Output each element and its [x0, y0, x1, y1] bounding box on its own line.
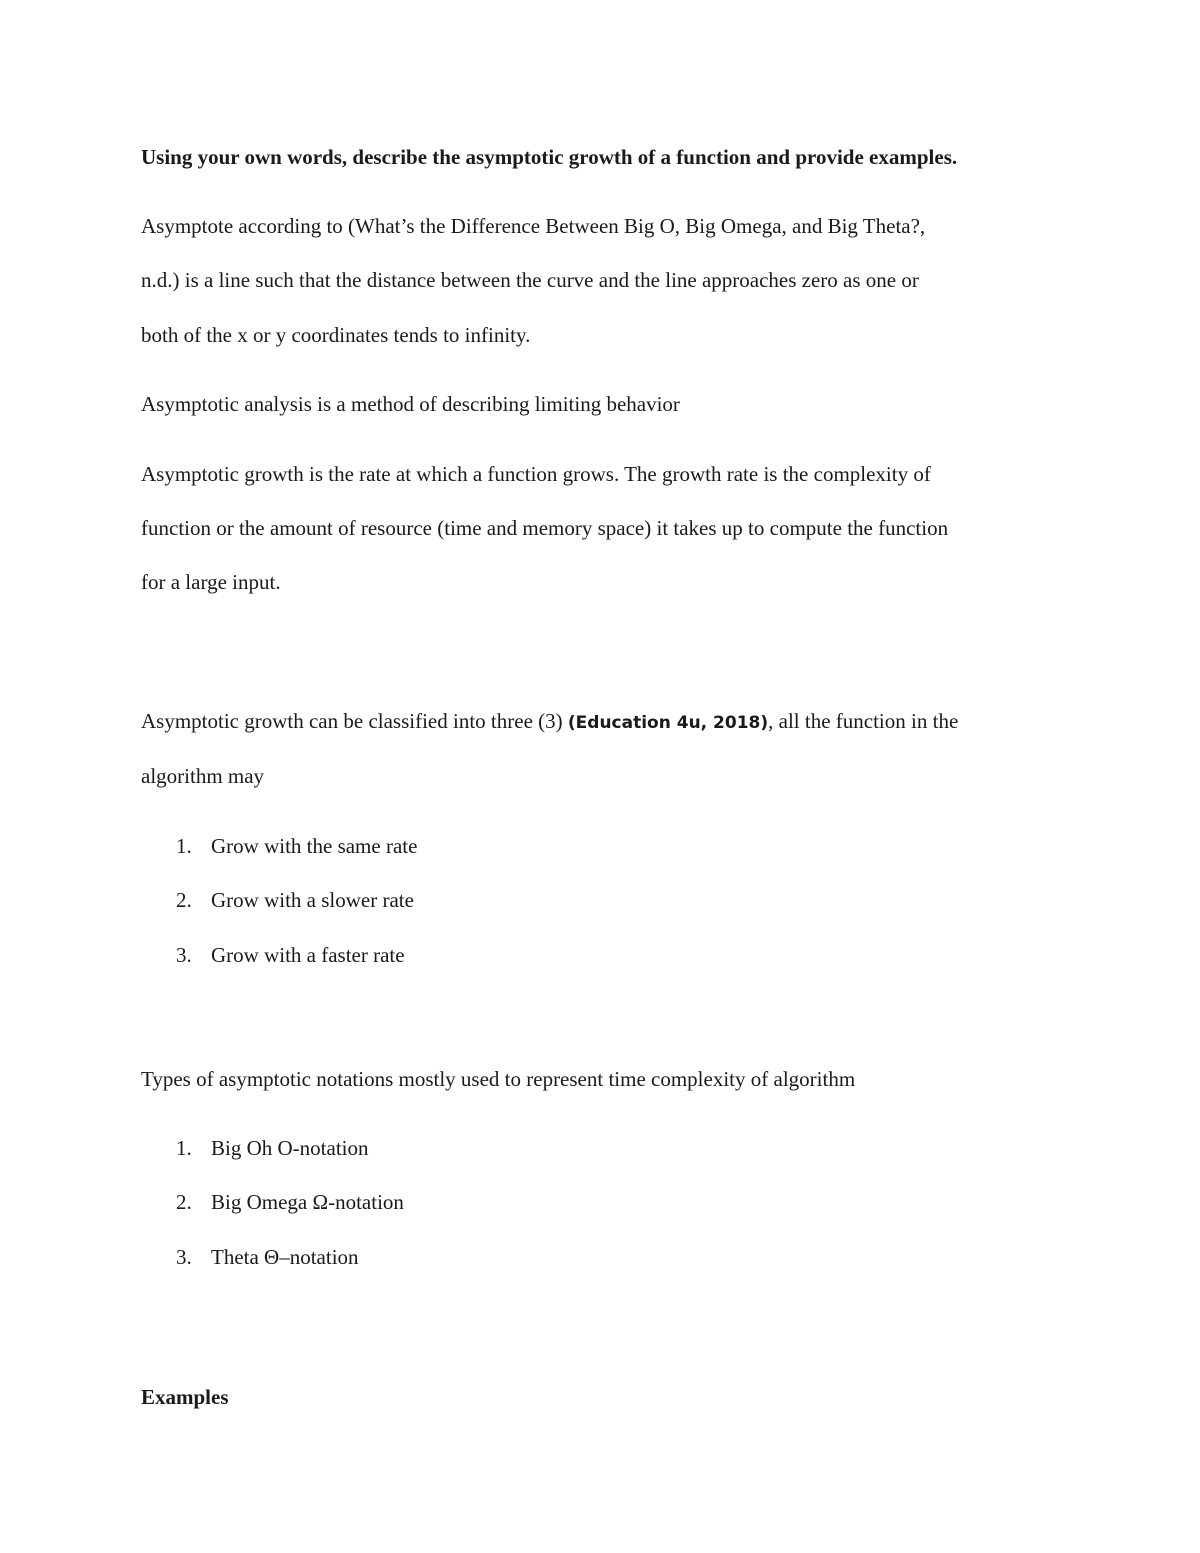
list-item-number: 3.: [176, 943, 192, 967]
list-item-number: 3.: [176, 1245, 192, 1269]
list-item-number: 1.: [176, 1136, 192, 1160]
list-item: Big Omega Ω-notation: [211, 1190, 404, 1214]
paragraph-text: Asymptotic growth can be classified into three (3): [141, 709, 568, 733]
list-item-number: 1.: [176, 834, 192, 858]
paragraph-line: function or the amount of resource (time and memory space) it takes up to compute the function: [141, 516, 949, 540]
list-item: Big Oh O-notation: [211, 1136, 369, 1160]
paragraph-line: Asymptotic analysis is a method of describing limiting behavior: [141, 392, 680, 416]
list-item: Grow with a slower rate: [211, 888, 414, 912]
paragraph-line: algorithm may: [141, 764, 265, 788]
paragraph-line: for a large input.: [141, 570, 281, 594]
examples-heading: Examples: [141, 1385, 229, 1409]
list-item: Grow with a faster rate: [211, 943, 405, 967]
paragraph-line: Asymptotic growth is the rate at which a function grows. The growth rate is the complexity of: [141, 462, 931, 486]
paragraph-line: Types of asymptotic notations mostly used to represent time complexity of algorithm: [141, 1067, 856, 1091]
citation: (Education 4u, 2018): [567, 713, 769, 733]
paragraph-line: n.d.) is a line such that the distance between the curve and the line approaches zero as one or: [141, 268, 919, 292]
list-item: Grow with the same rate: [211, 834, 418, 858]
list-item-number: 2.: [176, 888, 192, 912]
paragraph-line: both of the x or y coordinates tends to infinity.: [141, 323, 531, 347]
list-item-number: 2.: [176, 1190, 192, 1214]
paragraph-text: , all the function in the: [768, 709, 959, 733]
paragraph-line: [141, 708, 958, 736]
list-item: Theta Θ–notation: [211, 1245, 359, 1269]
paragraph-line: Asymptote according to (What’s the Difference Between Big O, Big Omega, and Big Theta?,: [141, 214, 926, 238]
question-heading: Using your own words, describe the asymptotic growth of a function and provide examples.: [141, 145, 958, 169]
